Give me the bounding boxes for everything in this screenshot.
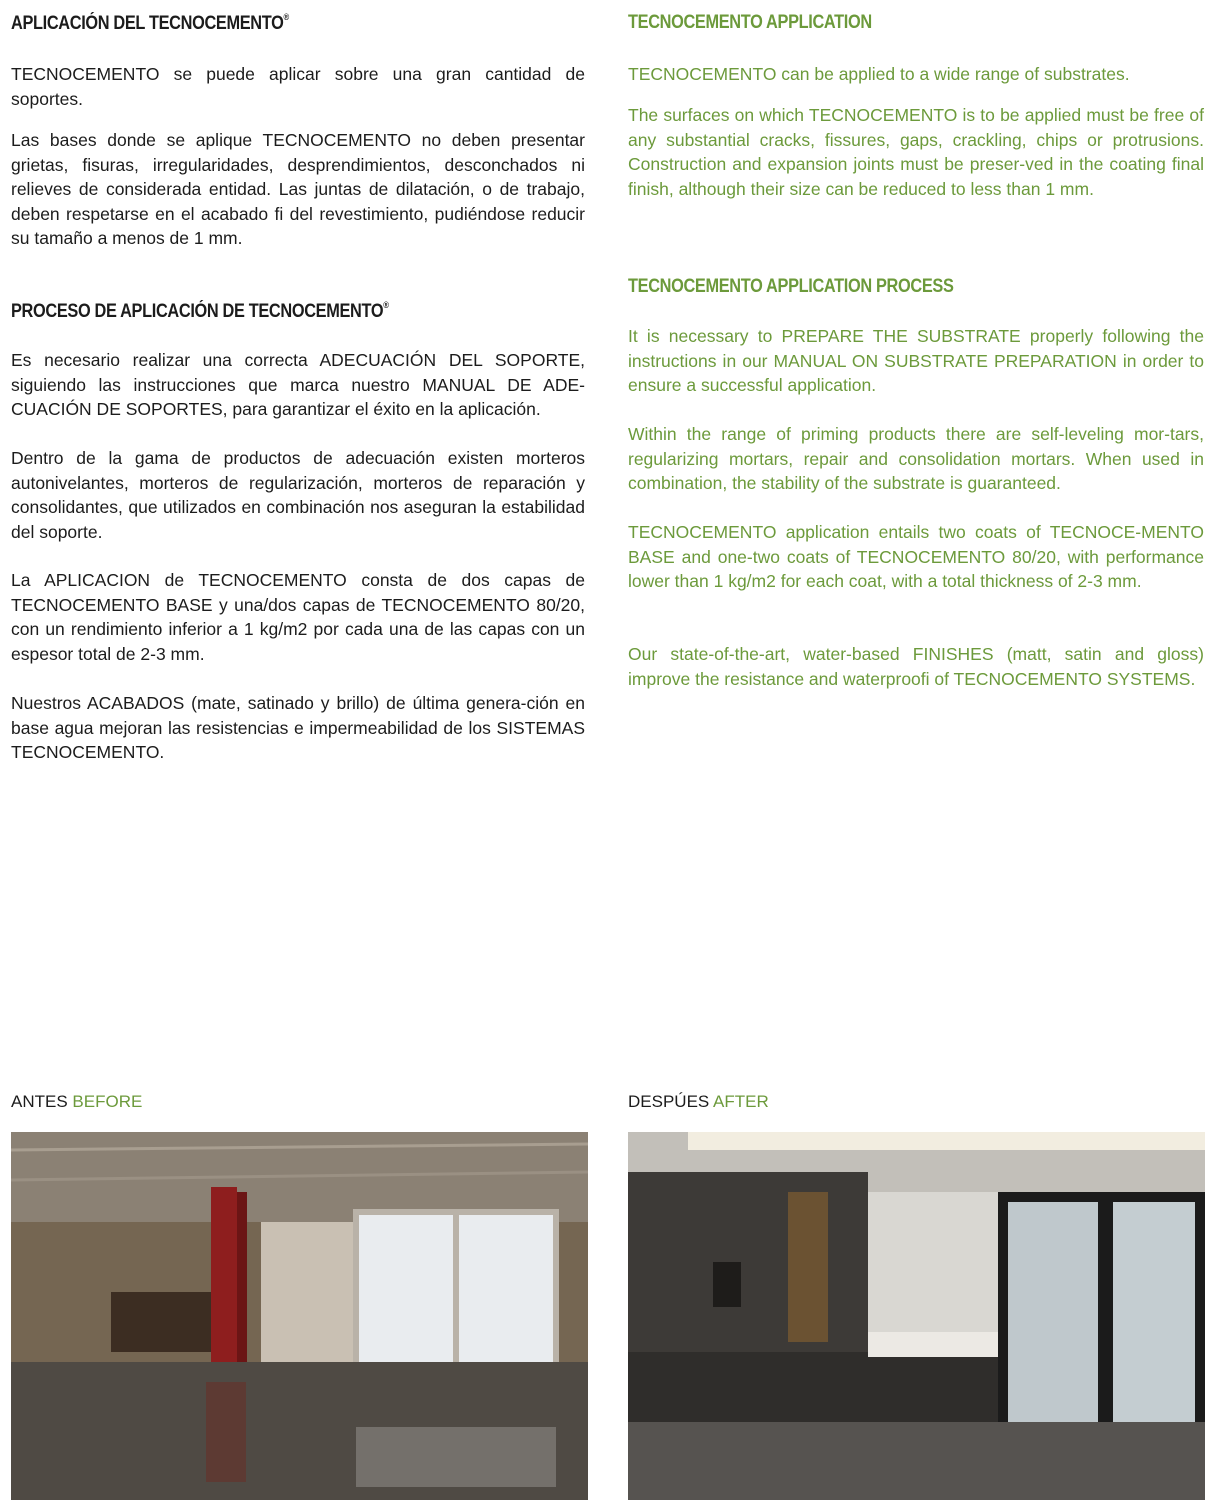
caption-before-es: ANTES xyxy=(11,1092,68,1111)
after-photo xyxy=(628,1132,1205,1500)
en-heading-application: TECNOCEMENTO APPLICATION xyxy=(628,12,872,33)
en-paragraph-finishes: Our state-of-the-art, water-based FINISHES (matt, satin and gloss) improve the resistance and waterproofi of TECNOCEMENTO SYSTEMS. xyxy=(628,644,1204,689)
es-paragraph-acabados: Nuestros ACABADOS (mate, satinado y brillo) de última genera-ción en base agua mejoran las resistencias e impermeabilidad de los SISTEMAS TECNOCEMENTO. xyxy=(11,693,585,763)
es-paragraph-aplicacion: La APLICACION de TECNOCEMENTO consta de dos capas de TECNOCEMENTO BASE y una/dos capas de TECNOCEMENTO 80/20, con un rendimiento inferior a 1 kg/m2 por cada una de las capas con un espesor total de 2-3 mm. xyxy=(11,570,585,664)
es-paragraph-bases: Las bases donde se aplique TECNOCEMENTO no deben presentar grietas, fisuras, irregularidades, desprendimientos, desconchados ni relieves de considerada entidad. Las juntas de dilatación, o de trabajo, deben respetarse en el acabado fi del revestimiento, pudiéndose reducir su tamaño a menos de 1 mm. xyxy=(11,130,585,249)
es-heading-application: APLICACIÓN DEL TECNOCEMENTO® xyxy=(11,12,289,34)
es-paragraph-intro: TECNOCEMENTO se puede aplicar sobre una gran cantidad de soportes. xyxy=(11,64,585,109)
en-paragraph-surfaces: The surfaces on which TECNOCEMENTO is to be applied must be free of any substantial cracks, fissures, gaps, crackling, chips or protrusions. Construction and expansion joints must be preser-ved in the coating final finish, although their size can be reduced to less than 1 mm. xyxy=(628,105,1204,199)
before-photo-illustration xyxy=(11,1132,588,1500)
es-paragraph-adecuacion: Es necesario realizar una correcta ADECUACIÓN DEL SOPORTE, siguiendo las instrucciones que marca nuestro MANUAL DE ADE-CUACIÓN DE SOPORTES, para garantizar el éxito en la aplicación. xyxy=(11,350,585,420)
en-paragraph-application: TECNOCEMENTO application entails two coats of TECNOCE-MENTO BASE and one-two coats of TECNOCEMENTO 80/20, with performance lower than 1 kg/m2 for each coat, with a total thickness of 2-3 mm. xyxy=(628,522,1204,592)
caption-before-en: BEFORE xyxy=(72,1092,143,1111)
caption-after-en: AFTER xyxy=(713,1092,769,1111)
en-paragraph-prepare: It is necessary to PREPARE THE SUBSTRATE properly following the instructions in our MANUAL ON SUBSTRATE PREPARATION in order to ensure a successful application. xyxy=(628,326,1204,396)
es-paragraph-gama: Dentro de la gama de productos de adecuación existen morteros autonivelantes, morteros de regularización, morteros de reparación y consolidantes, que utilizados en combinación nos aseguran la estabilidad del soporte. xyxy=(11,448,585,542)
en-paragraph-range: Within the range of priming products there are self-leveling mor-tars, regularizing mortars, repair and consolidation mortars. When used in combination, the stability of the substrate is guaranteed. xyxy=(628,424,1204,494)
en-heading-process: TECNOCEMENTO APPLICATION PROCESS xyxy=(628,276,954,297)
en-paragraph-intro: TECNOCEMENTO can be applied to a wide range of substrates. xyxy=(628,64,1130,84)
caption-after xyxy=(628,1092,769,1112)
es-heading-process: PROCESO DE APLICACIÓN DE TECNOCEMENTO® xyxy=(11,300,389,322)
before-photo xyxy=(11,1132,588,1500)
after-photo-illustration xyxy=(628,1132,1205,1500)
caption-before xyxy=(11,1092,142,1112)
caption-after-es: DESPÚES xyxy=(628,1092,710,1111)
